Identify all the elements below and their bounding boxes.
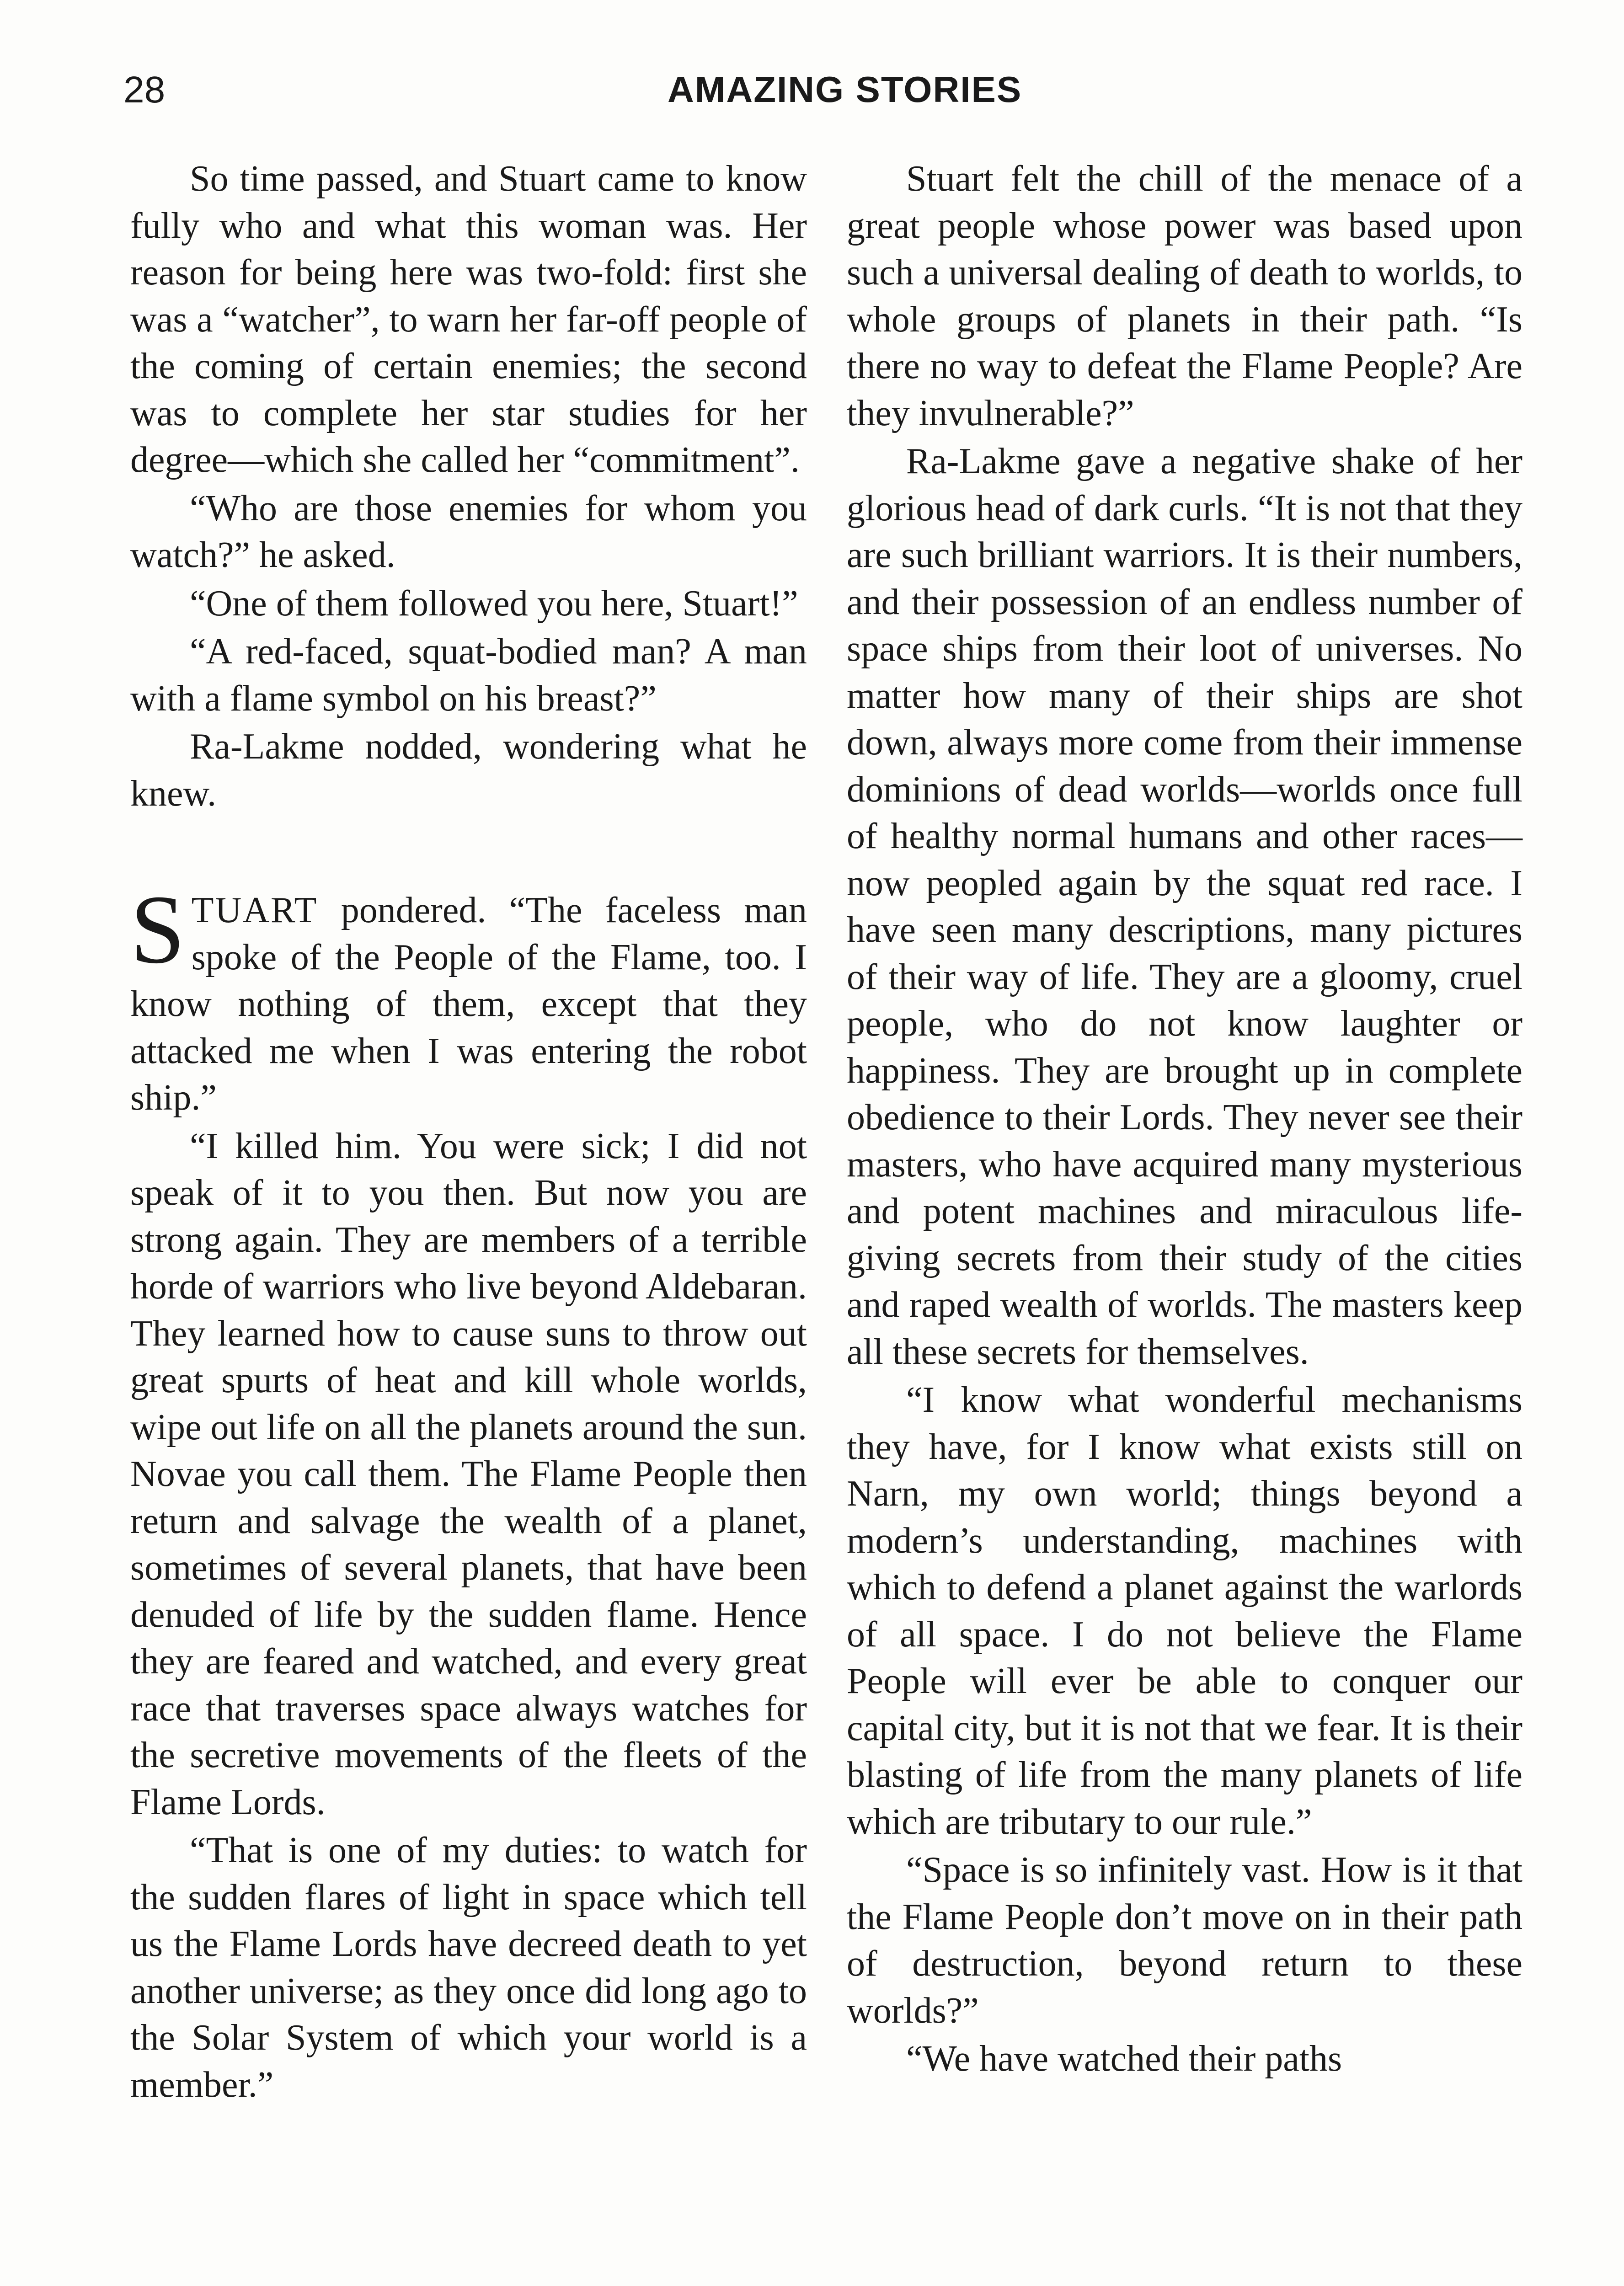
paragraph: “We have watched their paths xyxy=(906,2039,1342,2079)
right-column xyxy=(847,155,1522,2084)
paragraph: Stuart felt the chill of the menace of a great people whose power was based upon such a universal dealing of death to worlds, to whole groups of planets in their path. “Is there no way to defeat the Flame People? Are they invulnerable?” xyxy=(847,159,1522,433)
paragraph: Ra-Lakme gave a negative shake of her glorious head of dark curls. “It is not that they are such brilliant warriors. It is their numbers, and their possession of an endless number of space ships from their loot of universes. No matter how many of their ships are shot down, always more come from their immense dominions of dead worlds—worlds once full of healthy normal humans and other races—now peopled again by the squat red race. I have seen many descriptions, many pictures of their way of life. They are a gloomy, cruel people, who do not know laughter or happiness. They are brought up in complete obedience to their Lords. They never see their masters, who have acquired many mysterious and potent machines and miraculous life-giving secrets from their study of the cities and raped wealth of worlds. The masters keep all these secrets for themselves. xyxy=(847,441,1522,1372)
paragraph: “Who are those enemies for whom you watch?” he asked. xyxy=(130,488,807,575)
paragraph-text: pondered. “The faceless man spoke of the People of the Flame, too. I know nothing of them, except that they attacked me when I was entering the robot ship.” xyxy=(130,890,807,1118)
paragraph: “That is one of my duties: to watch for the sudden flares of light in space which tell us the Flame Lords have decreed death to yet another universe; as they once did long ago to the Solar System of which your world is a member.” xyxy=(130,1830,807,2105)
paragraph: “A red-faced, squat-bodied man? A man with a flame symbol on his breast?” xyxy=(130,631,807,719)
running-head: AMAZING STORIES xyxy=(668,69,1022,110)
paragraph: Ra-Lakme nodded, wondering what he knew. xyxy=(130,726,807,814)
paragraph: “I know what wonderful mechanisms they have, for I know what exists still on Narn, my own world; things beyond a modern’s understanding, machines with which to defend a planet against the warlords of all space. I do not believe the Flame People will ever be able to conquer our capital city, but it is not that we fear. It is their blasting of life from the many planets of life which are tributary to our rule.” xyxy=(847,1380,1522,1842)
paragraph: “Space is so infinitely vast. How is it that the Flame People don’t move on in their path of destruction, beyond return to these worlds?” xyxy=(847,1850,1522,2031)
left-column xyxy=(130,155,807,2110)
section-break xyxy=(130,818,807,887)
paragraph: So time passed, and Stuart came to know fully who and what this woman was. Her reason for being here was two-fold: first she was a “watcher”, to warn her far-off people of the coming of certain enemies; the second was to complete her star studies for her degree—which she called her “commitment”. xyxy=(130,159,807,480)
paragraph-dropcap xyxy=(130,875,807,1122)
page-header xyxy=(123,69,1518,123)
drop-cap: S xyxy=(130,875,185,984)
small-caps-lead: TUART xyxy=(191,890,318,930)
paragraph: “One of them followed you here, Stuart!” xyxy=(190,583,798,624)
paragraph: “I killed him. You were sick; I did not speak of it to you then. But now you are strong again. They are members of a terrible horde of warriors who live beyond Aldebaran. They learned how to cause suns to throw out great spurts of heat and kill whole worlds, wipe out life on all the planets around the sun. Novae you call them. The Flame People then return and salvage the wealth of a planet, sometimes of several planets, that have been denuded of life by the sudden flame. Hence they are feared and watched, and every great race that traverses space always watches for the secretive movements of the fleets of the Flame Lords. xyxy=(130,1126,807,1822)
page-number: 28 xyxy=(123,69,166,111)
